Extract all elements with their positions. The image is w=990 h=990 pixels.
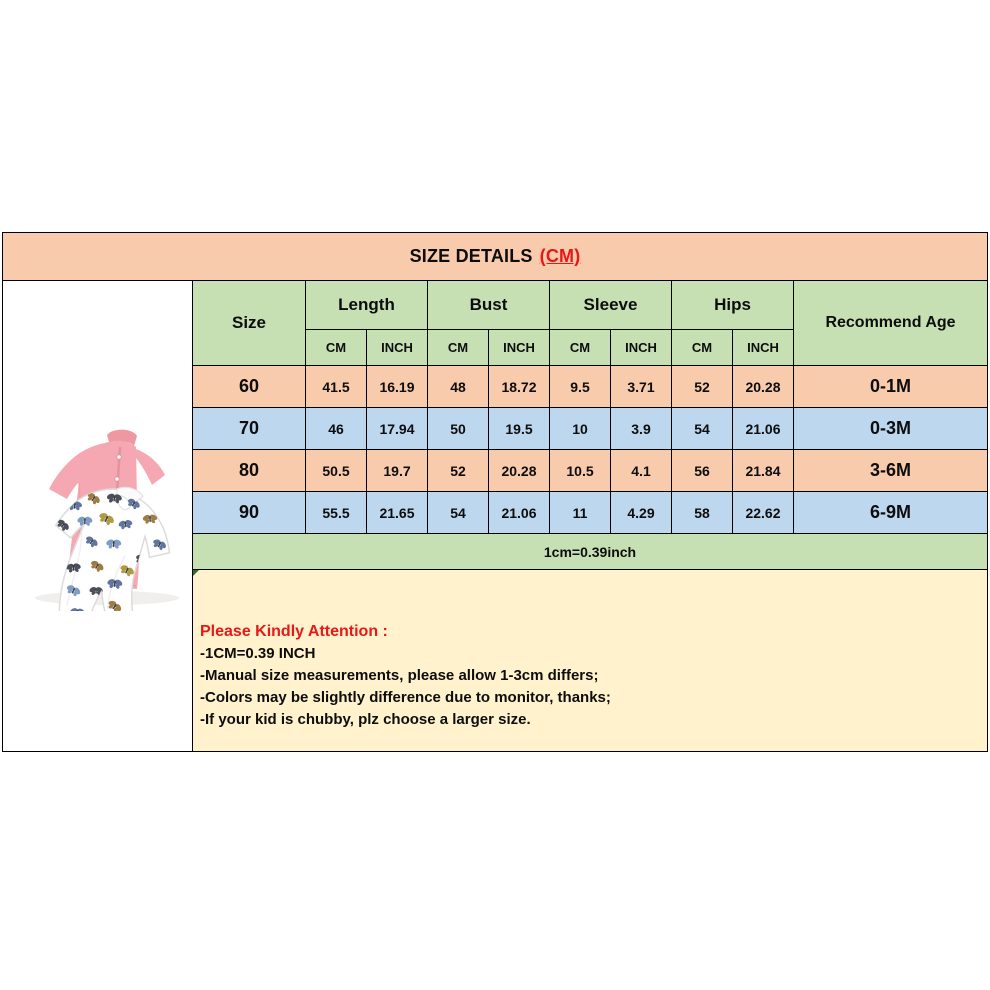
attention-line: -Manual size measurements, please allow 1-3cm differs; — [200, 667, 599, 684]
row-80-bust-cm: 52 — [428, 450, 488, 491]
row-80-length-cm: 50.5 — [306, 450, 366, 491]
product-photo-cell — [3, 281, 192, 751]
size-table — [2, 281, 988, 752]
row-60-length-cm: 41.5 — [306, 366, 366, 407]
row-90-bust-cm: 54 — [428, 492, 488, 533]
row-70-size: 70 — [193, 408, 305, 449]
row-60-size: 60 — [193, 366, 305, 407]
row-60-age: 0-1M — [794, 366, 987, 407]
row-90-length-cm: 55.5 — [306, 492, 366, 533]
butterfly-romper-illustration — [29, 471, 184, 611]
cell-corner-marker — [193, 570, 199, 576]
row-60-hips-cm: 52 — [672, 366, 732, 407]
conversion-note: 1cm=0.39inch — [193, 534, 987, 569]
row-80-sleeve-cm: 10.5 — [550, 450, 610, 491]
subheader-hips-inch: INCH — [733, 330, 793, 365]
row-70-hips-cm: 54 — [672, 408, 732, 449]
attention-note — [193, 570, 987, 751]
title-unit-cm: (CM) — [539, 246, 581, 266]
subheader-sleeve-cm: CM — [550, 330, 610, 365]
row-70-sleeve-cm: 10 — [550, 408, 610, 449]
title-text: SIZE DETAILS — [409, 246, 533, 266]
subheader-hips-cm: CM — [672, 330, 732, 365]
row-60-bust-cm: 48 — [428, 366, 488, 407]
subheader-bust-cm: CM — [428, 330, 488, 365]
row-70-length-cm: 46 — [306, 408, 366, 449]
size-chart-sheet — [2, 232, 988, 752]
row-60-sleeve-cm: 9.5 — [550, 366, 610, 407]
attention-line: -Colors may be slightly difference due to monitor, thanks; — [200, 689, 611, 706]
row-80-size: 80 — [193, 450, 305, 491]
row-60-bust-inch: 18.72 — [489, 366, 549, 407]
row-70-hips-inch: 21.06 — [733, 408, 793, 449]
subheader-length-cm: CM — [306, 330, 366, 365]
row-90-length-inch: 21.65 — [367, 492, 427, 533]
subheader-bust-inch: INCH — [489, 330, 549, 365]
row-70-bust-cm: 50 — [428, 408, 488, 449]
row-60-hips-inch: 20.28 — [733, 366, 793, 407]
row-90-age: 6-9M — [794, 492, 987, 533]
header-length: Length — [306, 281, 427, 329]
header-sleeve: Sleeve — [550, 281, 671, 329]
row-70-sleeve-inch: 3.9 — [611, 408, 671, 449]
row-90-hips-cm: 58 — [672, 492, 732, 533]
row-90-hips-inch: 22.62 — [733, 492, 793, 533]
row-90-sleeve-cm: 11 — [550, 492, 610, 533]
row-70-length-inch: 17.94 — [367, 408, 427, 449]
row-70-age: 0-3M — [794, 408, 987, 449]
header-size: Size — [193, 281, 305, 365]
attention-line: -1CM=0.39 INCH — [200, 645, 316, 662]
row-60-length-inch: 16.19 — [367, 366, 427, 407]
row-80-age: 3-6M — [794, 450, 987, 491]
row-80-length-inch: 19.7 — [367, 450, 427, 491]
row-80-sleeve-inch: 4.1 — [611, 450, 671, 491]
row-70-bust-inch: 19.5 — [489, 408, 549, 449]
subheader-sleeve-inch: INCH — [611, 330, 671, 365]
header-hips: Hips — [672, 281, 793, 329]
size-details-title-bar — [2, 232, 988, 281]
attention-heading: Please Kindly Attention : — [200, 623, 388, 640]
row-90-size: 90 — [193, 492, 305, 533]
row-80-bust-inch: 20.28 — [489, 450, 549, 491]
row-80-hips-inch: 21.84 — [733, 450, 793, 491]
subheader-length-inch: INCH — [367, 330, 427, 365]
attention-line: -If your kid is chubby, plz choose a larger size. — [200, 711, 531, 728]
header-bust: Bust — [428, 281, 549, 329]
row-80-hips-cm: 56 — [672, 450, 732, 491]
header-recommend-age: Recommend Age — [794, 281, 987, 365]
row-90-sleeve-inch: 4.29 — [611, 492, 671, 533]
baby-rompers-photo — [19, 421, 189, 611]
row-60-sleeve-inch: 3.71 — [611, 366, 671, 407]
row-90-bust-inch: 21.06 — [489, 492, 549, 533]
